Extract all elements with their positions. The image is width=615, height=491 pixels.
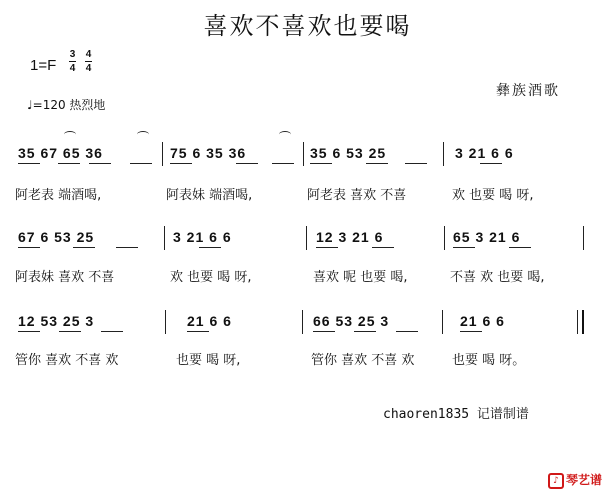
site-logo — [548, 471, 602, 489]
beat-underline — [59, 331, 81, 332]
measure-lyrics: 阿老表 喜欢 不喜 — [307, 188, 407, 203]
tempo-marking: ♩=120 热烈地 — [27, 98, 106, 112]
beat-underline — [354, 331, 376, 332]
measure-lyrics: 欢 也要 喝 呀, — [170, 270, 252, 285]
beat-underline — [453, 247, 475, 248]
beat-underline — [101, 331, 123, 332]
beat-underline — [18, 331, 40, 332]
time-signatures — [69, 49, 92, 74]
beat-underline — [405, 163, 427, 164]
measure-notes: 12 53 25 3 — [18, 313, 95, 329]
beat-underline — [366, 163, 388, 164]
barline — [306, 226, 307, 250]
beat-underline — [116, 247, 138, 248]
measure-lyrics: 管你 喜欢 不喜 欢 — [15, 353, 119, 368]
barline — [443, 142, 444, 166]
beat-underline — [316, 247, 338, 248]
measure-lyrics: 也要 喝 呀, — [176, 353, 241, 368]
barline — [164, 226, 165, 250]
beat-underline — [460, 331, 482, 332]
measure-notes: 3 21 6 6 — [455, 145, 514, 161]
slur-mark — [137, 131, 149, 138]
logo-text: 琴艺谱 — [566, 473, 603, 487]
beat-underline — [313, 331, 335, 332]
final-barline — [582, 310, 584, 334]
barline — [583, 226, 584, 250]
beat-underline — [73, 247, 95, 248]
beat-underline — [18, 163, 40, 164]
time-signature-3-4: $\frac{3}{4}$ — [69, 49, 76, 74]
measure-lyrics: 也要 喝 呀。 — [452, 353, 526, 368]
beat-underline — [89, 163, 111, 164]
measure-notes: 35 67 65 36 — [18, 145, 103, 161]
barline — [442, 310, 443, 334]
beat-underline — [272, 163, 294, 164]
beat-underline — [199, 247, 221, 248]
measure-lyrics: 阿表妹 端酒喝, — [166, 188, 253, 203]
beat-underline — [58, 163, 80, 164]
barline — [302, 310, 303, 334]
beat-underline — [187, 331, 209, 332]
measure-notes: 35 6 53 25 — [310, 145, 387, 161]
time-signature-4-4: $\frac{4}{4}$ — [85, 49, 92, 74]
barline — [162, 142, 163, 166]
measure-notes: 67 6 53 25 — [18, 229, 95, 245]
measure-notes: 65 3 21 6 — [453, 229, 521, 245]
song-title: 喜欢不喜欢也要喝 — [203, 12, 412, 40]
slur-mark — [279, 131, 291, 138]
beat-underline — [18, 247, 40, 248]
beat-underline — [310, 163, 332, 164]
beat-underline — [170, 163, 192, 164]
measure-notes: 3 21 6 6 — [173, 229, 232, 245]
beat-underline — [372, 247, 394, 248]
barline — [303, 142, 304, 166]
measure-lyrics: 不喜 欢 也要 喝, — [450, 270, 545, 285]
measure-lyrics: 阿老表 端酒喝, — [15, 188, 102, 203]
measure-notes: 12 3 21 6 — [316, 229, 384, 245]
beat-underline — [509, 247, 531, 248]
song-source: 彝族酒歌 — [496, 83, 560, 99]
key-signature: 1=F — [30, 57, 57, 74]
measure-lyrics: 欢 也要 喝 呀, — [452, 188, 534, 203]
transcriber-credit: chaoren1835 记谱制谱 — [383, 407, 529, 422]
barline — [444, 226, 445, 250]
beat-underline — [480, 163, 502, 164]
measure-lyrics: 管你 喜欢 不喜 欢 — [311, 353, 415, 368]
beat-underline — [130, 163, 152, 164]
barline — [577, 310, 578, 334]
measure-lyrics: 阿表妹 喜欢 不喜 — [15, 270, 115, 285]
measure-lyrics: 喜欢 呢 也要 喝, — [313, 270, 408, 285]
barline — [165, 310, 166, 334]
beat-underline — [396, 331, 418, 332]
slur-mark — [64, 131, 76, 138]
measure-notes: 66 53 25 3 — [313, 313, 390, 329]
measure-notes: 21 6 6 — [187, 313, 232, 329]
measure-notes: 21 6 6 — [460, 313, 505, 329]
beat-underline — [236, 163, 258, 164]
measure-notes: 75 6 35 36 — [170, 145, 247, 161]
logo-icon: ♪ — [548, 473, 564, 489]
